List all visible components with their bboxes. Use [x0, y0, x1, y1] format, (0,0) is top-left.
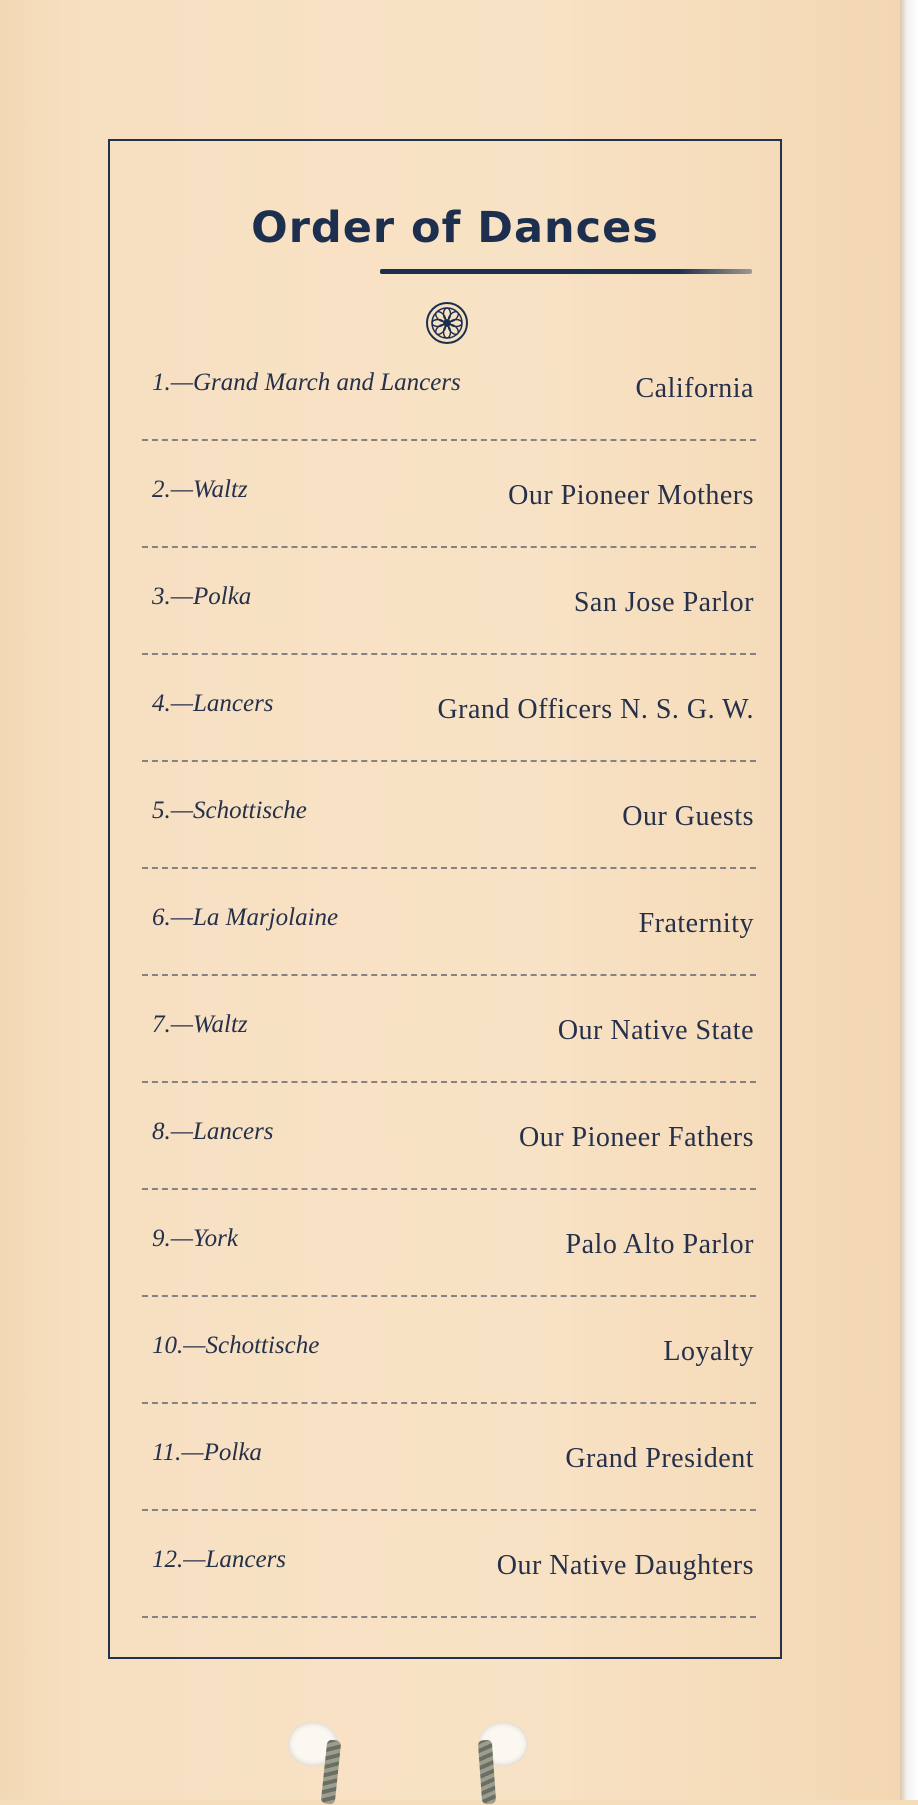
dance-row [134, 888, 760, 995]
dance-dedication: Loyalty [663, 1336, 754, 1367]
dotted-divider [142, 867, 756, 869]
dance-dedication: San Jose Parlor [573, 587, 754, 618]
dance-row [134, 460, 760, 567]
dance-title: 6.—La Marjolaine [152, 904, 339, 931]
dance-title: 9.—York [152, 1225, 238, 1252]
dotted-divider [142, 1295, 756, 1297]
dotted-divider [142, 1616, 756, 1618]
dance-dedication: California [635, 373, 754, 404]
page-title: Order of Dances [251, 203, 659, 253]
dance-dedication: Our Native State [557, 1015, 754, 1046]
dance-dedication: Grand Officers N. S. G. W. [437, 694, 754, 725]
dance-dedication: Our Guests [622, 801, 754, 832]
dance-list [134, 353, 760, 1637]
dotted-divider [142, 546, 756, 548]
dotted-divider [142, 1188, 756, 1190]
dance-title: 7.—Waltz [152, 1011, 248, 1038]
dotted-divider [142, 1081, 756, 1083]
dotted-divider [142, 653, 756, 655]
dotted-divider [142, 974, 756, 976]
dance-title: 5.—Schottische [152, 797, 307, 824]
title-underline [380, 269, 752, 274]
rosette-ornament-icon [425, 301, 469, 345]
dance-row [134, 674, 760, 781]
dance-row [134, 995, 760, 1102]
dance-row [134, 781, 760, 888]
dance-title: 12.—Lancers [152, 1546, 287, 1573]
dance-title: 1.—Grand March and Lancers [152, 369, 461, 396]
dance-dedication: Palo Alto Parlor [565, 1229, 754, 1260]
background-edge [900, 0, 918, 1800]
dance-dedication: Our Pioneer Mothers [508, 480, 754, 511]
dotted-divider [142, 1402, 756, 1404]
dance-program-frame [108, 139, 782, 1659]
dance-dedication: Fraternity [638, 908, 754, 939]
dance-dedication: Our Native Daughters [496, 1550, 754, 1581]
dotted-divider [142, 760, 756, 762]
dotted-divider [142, 439, 756, 441]
dance-row [134, 1423, 760, 1530]
dance-row [134, 1209, 760, 1316]
dance-row [134, 353, 760, 460]
dance-row [134, 1530, 760, 1637]
binding-holes [280, 1722, 580, 1800]
dance-title: 2.—Waltz [152, 476, 248, 503]
dance-title: 11.—Polka [152, 1439, 262, 1466]
dance-dedication: Our Pioneer Fathers [518, 1122, 754, 1153]
dance-row [134, 567, 760, 674]
dance-title: 10.—Schottische [152, 1332, 320, 1359]
dance-title: 8.—Lancers [152, 1118, 274, 1145]
dotted-divider [142, 1509, 756, 1511]
dance-dedication: Grand President [565, 1443, 754, 1474]
dance-row [134, 1316, 760, 1423]
dance-title: 3.—Polka [152, 583, 252, 610]
dance-title: 4.—Lancers [152, 690, 274, 717]
dance-row [134, 1102, 760, 1209]
